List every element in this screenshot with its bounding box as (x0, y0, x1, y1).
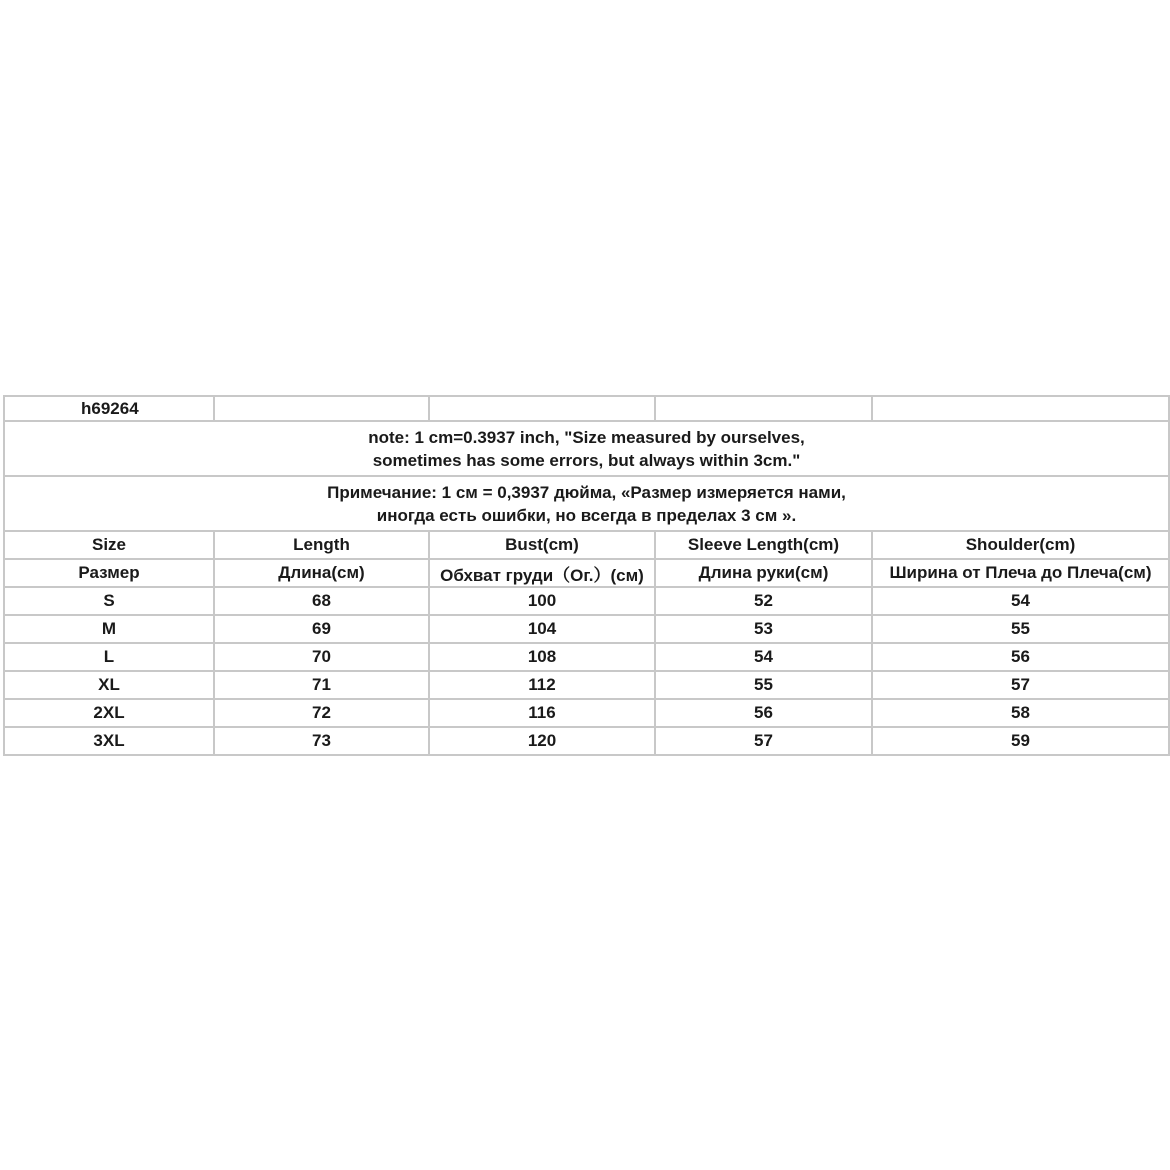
header-sleeve-length: Sleeve Length(cm) (655, 531, 872, 559)
shoulder-cell: 57 (872, 671, 1169, 699)
size-cell: XL (4, 671, 214, 699)
bust-cell: 104 (429, 615, 655, 643)
header-size-ru: Размер (4, 559, 214, 587)
shoulder-cell: 54 (872, 587, 1169, 615)
product-code-row (4, 396, 1169, 421)
product-code: h69264 (4, 396, 214, 421)
table-row (4, 615, 1169, 643)
header-length: Length (214, 531, 429, 559)
length-cell: 70 (214, 643, 429, 671)
table-row (4, 671, 1169, 699)
empty-cell (429, 396, 655, 421)
sleeve-length-cell: 54 (655, 643, 872, 671)
empty-cell (872, 396, 1169, 421)
size-cell: S (4, 587, 214, 615)
header-bust: Bust(cm) (429, 531, 655, 559)
sleeve-length-cell: 53 (655, 615, 872, 643)
header-bust-ru: Обхват груди（Ог.）(см) (429, 559, 655, 587)
note-russian-line-2: иногда есть ошибки, но всегда в пределах 3 см ». (376, 505, 797, 525)
sleeve-length-cell: 55 (655, 671, 872, 699)
note-russian-row (4, 476, 1169, 531)
header-row-russian (4, 559, 1169, 587)
header-row-english (4, 531, 1169, 559)
bust-cell: 116 (429, 699, 655, 727)
sleeve-length-cell: 56 (655, 699, 872, 727)
table-row (4, 699, 1169, 727)
sleeve-length-cell: 57 (655, 727, 872, 755)
empty-cell (214, 396, 429, 421)
size-cell: L (4, 643, 214, 671)
note-english (4, 421, 1169, 476)
shoulder-cell: 58 (872, 699, 1169, 727)
length-cell: 69 (214, 615, 429, 643)
table-row (4, 643, 1169, 671)
size-cell: M (4, 615, 214, 643)
length-cell: 71 (214, 671, 429, 699)
bust-cell: 108 (429, 643, 655, 671)
sleeve-length-cell: 52 (655, 587, 872, 615)
shoulder-cell: 59 (872, 727, 1169, 755)
empty-cell (655, 396, 872, 421)
length-cell: 73 (214, 727, 429, 755)
bust-cell: 120 (429, 727, 655, 755)
note-english-line-2: sometimes has some errors, but always within 3cm." (372, 450, 801, 470)
header-shoulder: Shoulder(cm) (872, 531, 1169, 559)
header-size: Size (4, 531, 214, 559)
shoulder-cell: 55 (872, 615, 1169, 643)
table-row (4, 727, 1169, 755)
size-cell: 3XL (4, 727, 214, 755)
bust-cell: 100 (429, 587, 655, 615)
note-russian-line-1: Примечание: 1 см = 0,3937 дюйма, «Размер измеряется нами, (327, 482, 846, 502)
shoulder-cell: 56 (872, 643, 1169, 671)
table-row (4, 587, 1169, 615)
note-english-row (4, 421, 1169, 476)
header-sleeve-length-ru: Длина руки(см) (655, 559, 872, 587)
size-chart-table (3, 395, 1170, 756)
size-cell: 2XL (4, 699, 214, 727)
header-length-ru: Длина(см) (214, 559, 429, 587)
bust-cell: 112 (429, 671, 655, 699)
length-cell: 68 (214, 587, 429, 615)
length-cell: 72 (214, 699, 429, 727)
note-russian (4, 476, 1169, 531)
header-shoulder-ru: Ширина от Плеча до Плеча(см) (872, 559, 1169, 587)
note-english-line-1: note: 1 cm=0.3937 inch, "Size measured by ourselves, (368, 427, 805, 447)
